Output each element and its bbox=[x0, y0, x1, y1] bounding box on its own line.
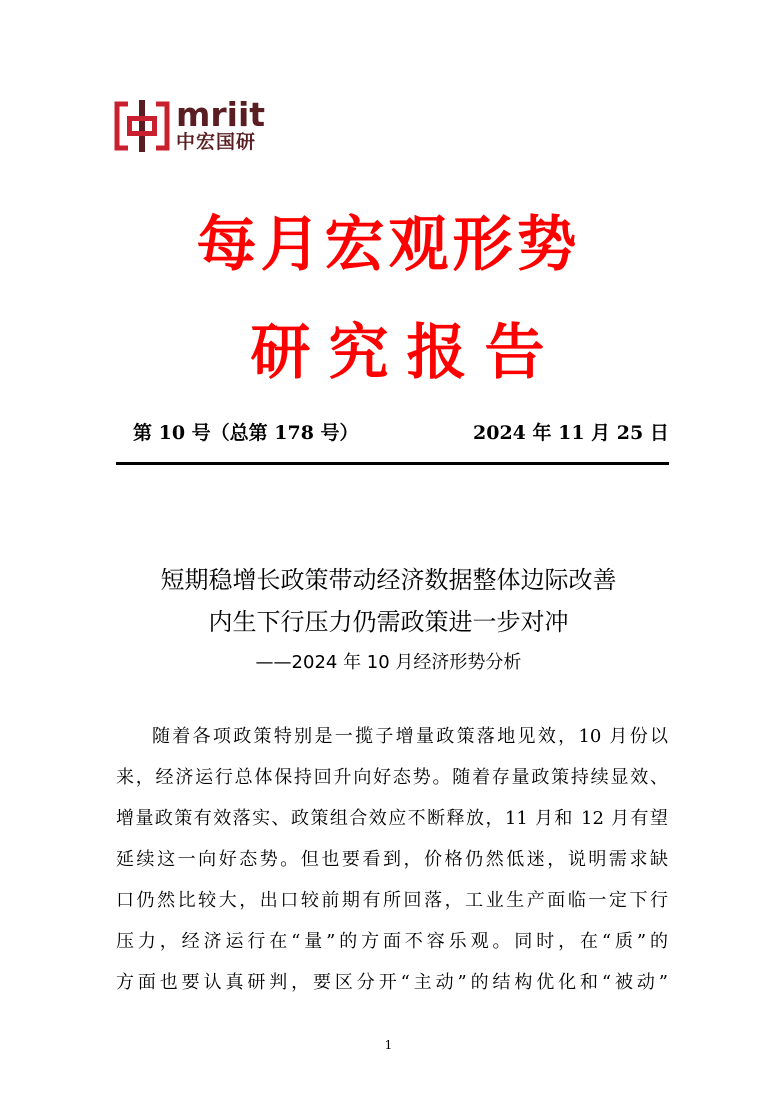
logo-chinese: 中宏国研 bbox=[176, 131, 257, 153]
page-number: 1 bbox=[384, 1038, 393, 1052]
report-title-line2: 研究报告 bbox=[250, 318, 563, 388]
logo-english: mriit bbox=[176, 95, 266, 134]
mriit-logo-icon bbox=[114, 98, 170, 154]
header-divider bbox=[116, 462, 669, 465]
body-line: 来，经济运行总体保持回升向好态势。随着存量政策持续显效、 bbox=[116, 767, 668, 788]
body-paragraph bbox=[116, 716, 668, 1003]
report-title-line1: 每月宏观形势 bbox=[196, 210, 581, 280]
article-title-line2: 内生下行压力仍需政策进一步对冲 bbox=[208, 608, 569, 636]
issue-number: 第 10 号（总第 178 号） bbox=[133, 422, 359, 444]
body-line: 延续这一向好态势。但也要看到，价格仍然低迷，说明需求缺 bbox=[116, 849, 668, 870]
body-line: 压力，经济运行在“量”的方面不容乐观。同时，在“质”的 bbox=[116, 931, 668, 952]
article-subtitle: ——2024 年 10 月经济形势分析 bbox=[255, 652, 522, 673]
issue-date: 2024 年 11 月 25 日 bbox=[473, 422, 669, 444]
body-line: 增量政策有效落实、政策组合效应不断释放，11 月和 12 月有望 bbox=[116, 808, 668, 829]
logo bbox=[114, 95, 266, 154]
body-line: 方面也要认真研判，要区分开“主动”的结构优化和“被动” bbox=[116, 972, 668, 993]
article-title-line1: 短期稳增长政策带动经济数据整体边际改善 bbox=[160, 566, 617, 594]
body-line: 口仍然比较大，出口较前期有所回落，工业生产面临一定下行 bbox=[116, 890, 668, 911]
body-line: 随着各项政策特别是一揽子增量政策落地见效，10 月份以 bbox=[152, 726, 668, 747]
